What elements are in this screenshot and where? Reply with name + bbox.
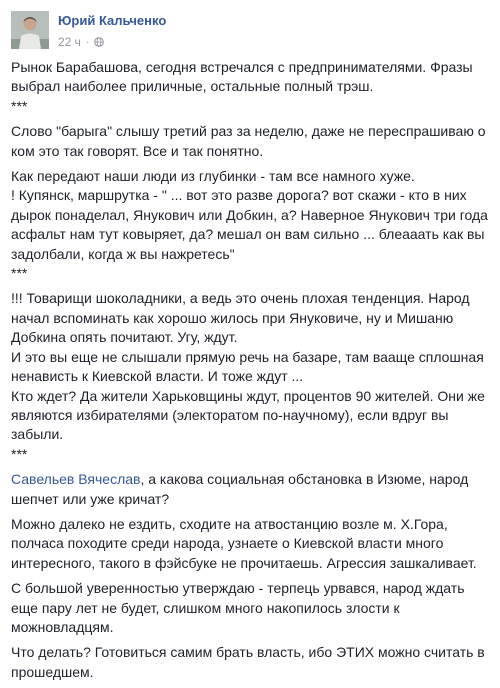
- post-meta: [58, 35, 104, 49]
- post-paragraph: Рынок Барабашова, сегодня встречался с предпринимателями. Фразы выбрал наиболее приличные, остальные полный трэш. ***: [11, 59, 473, 114]
- avatar-photo: [11, 11, 49, 49]
- mention-link[interactable]: Савельев Вячеслав: [11, 471, 141, 488]
- post-timestamp[interactable]: 22 ч: [58, 35, 81, 49]
- meta-separator: ·: [85, 36, 90, 48]
- post-paragraph: Что делать? Готовиться самим брать власть, ибо ЭТИХ можно считать в прошедшем.: [11, 644, 485, 680]
- post-paragraph: Слово "барыга" слышу третий раз за неделю, даже не переспрашиваю о ком это так говорят. Все и так понятно.: [11, 123, 486, 159]
- post-paragraph: Можно далеко не ездить, сходите на атвостанцию возле м. Х.Гора, полчаса походите среди народа, узнаете о Киевской власти много интересного, такого в фэйсбуке не прочитаешь. Агрессия зашкаливает.: [11, 515, 477, 571]
- avatar[interactable]: [11, 11, 49, 49]
- globe-icon[interactable]: [94, 37, 104, 47]
- post-paragraph: !!! Товарищи шоколадники, а ведь это очень плохая тенденция. Народ начал вспоминать как хорошо жилось при Януковиче, ну и Мишаню Добкина опять почитают. Угу, ждут. И это вы еще не слышали прямую речь на базаре, там вааще сплошная ненависть к Киевской власти. И тоже ждут ... Кто ждет? Да жители Харьковщины ждут, процентов 90 жителей. Они же являются избирателями (электоратом по-научному), если вдруг вы забыли. ***: [11, 290, 485, 462]
- mention-paragraph: [11, 470, 495, 509]
- post-paragraph: С большой уверенностью утверждаю - терпець урвався, народ ждать еще пару лет не будет, слишком много накопилось злости к можновладцям.: [11, 580, 465, 635]
- author-name[interactable]: Юрий Кальченко: [58, 13, 167, 28]
- post-body: [11, 58, 495, 688]
- mention-text: , а какова социальная обстановка в Изюме, народ шепчет или уже кричат?: [11, 471, 469, 507]
- post-paragraph: Как передают наши люди из глубинки - там все намного хуже. ! Купянск, маршрутка - " ... вот это разве дорога? вот скажи - кто в них дырок понаделал, Янукович или Добкин, а? Наверное Янукович три года асфальт нам тут ковыряет, да? мешал он вам сильно ... блеааать как вы задолбали, когда ж вы нажретесь" ***: [11, 168, 488, 282]
